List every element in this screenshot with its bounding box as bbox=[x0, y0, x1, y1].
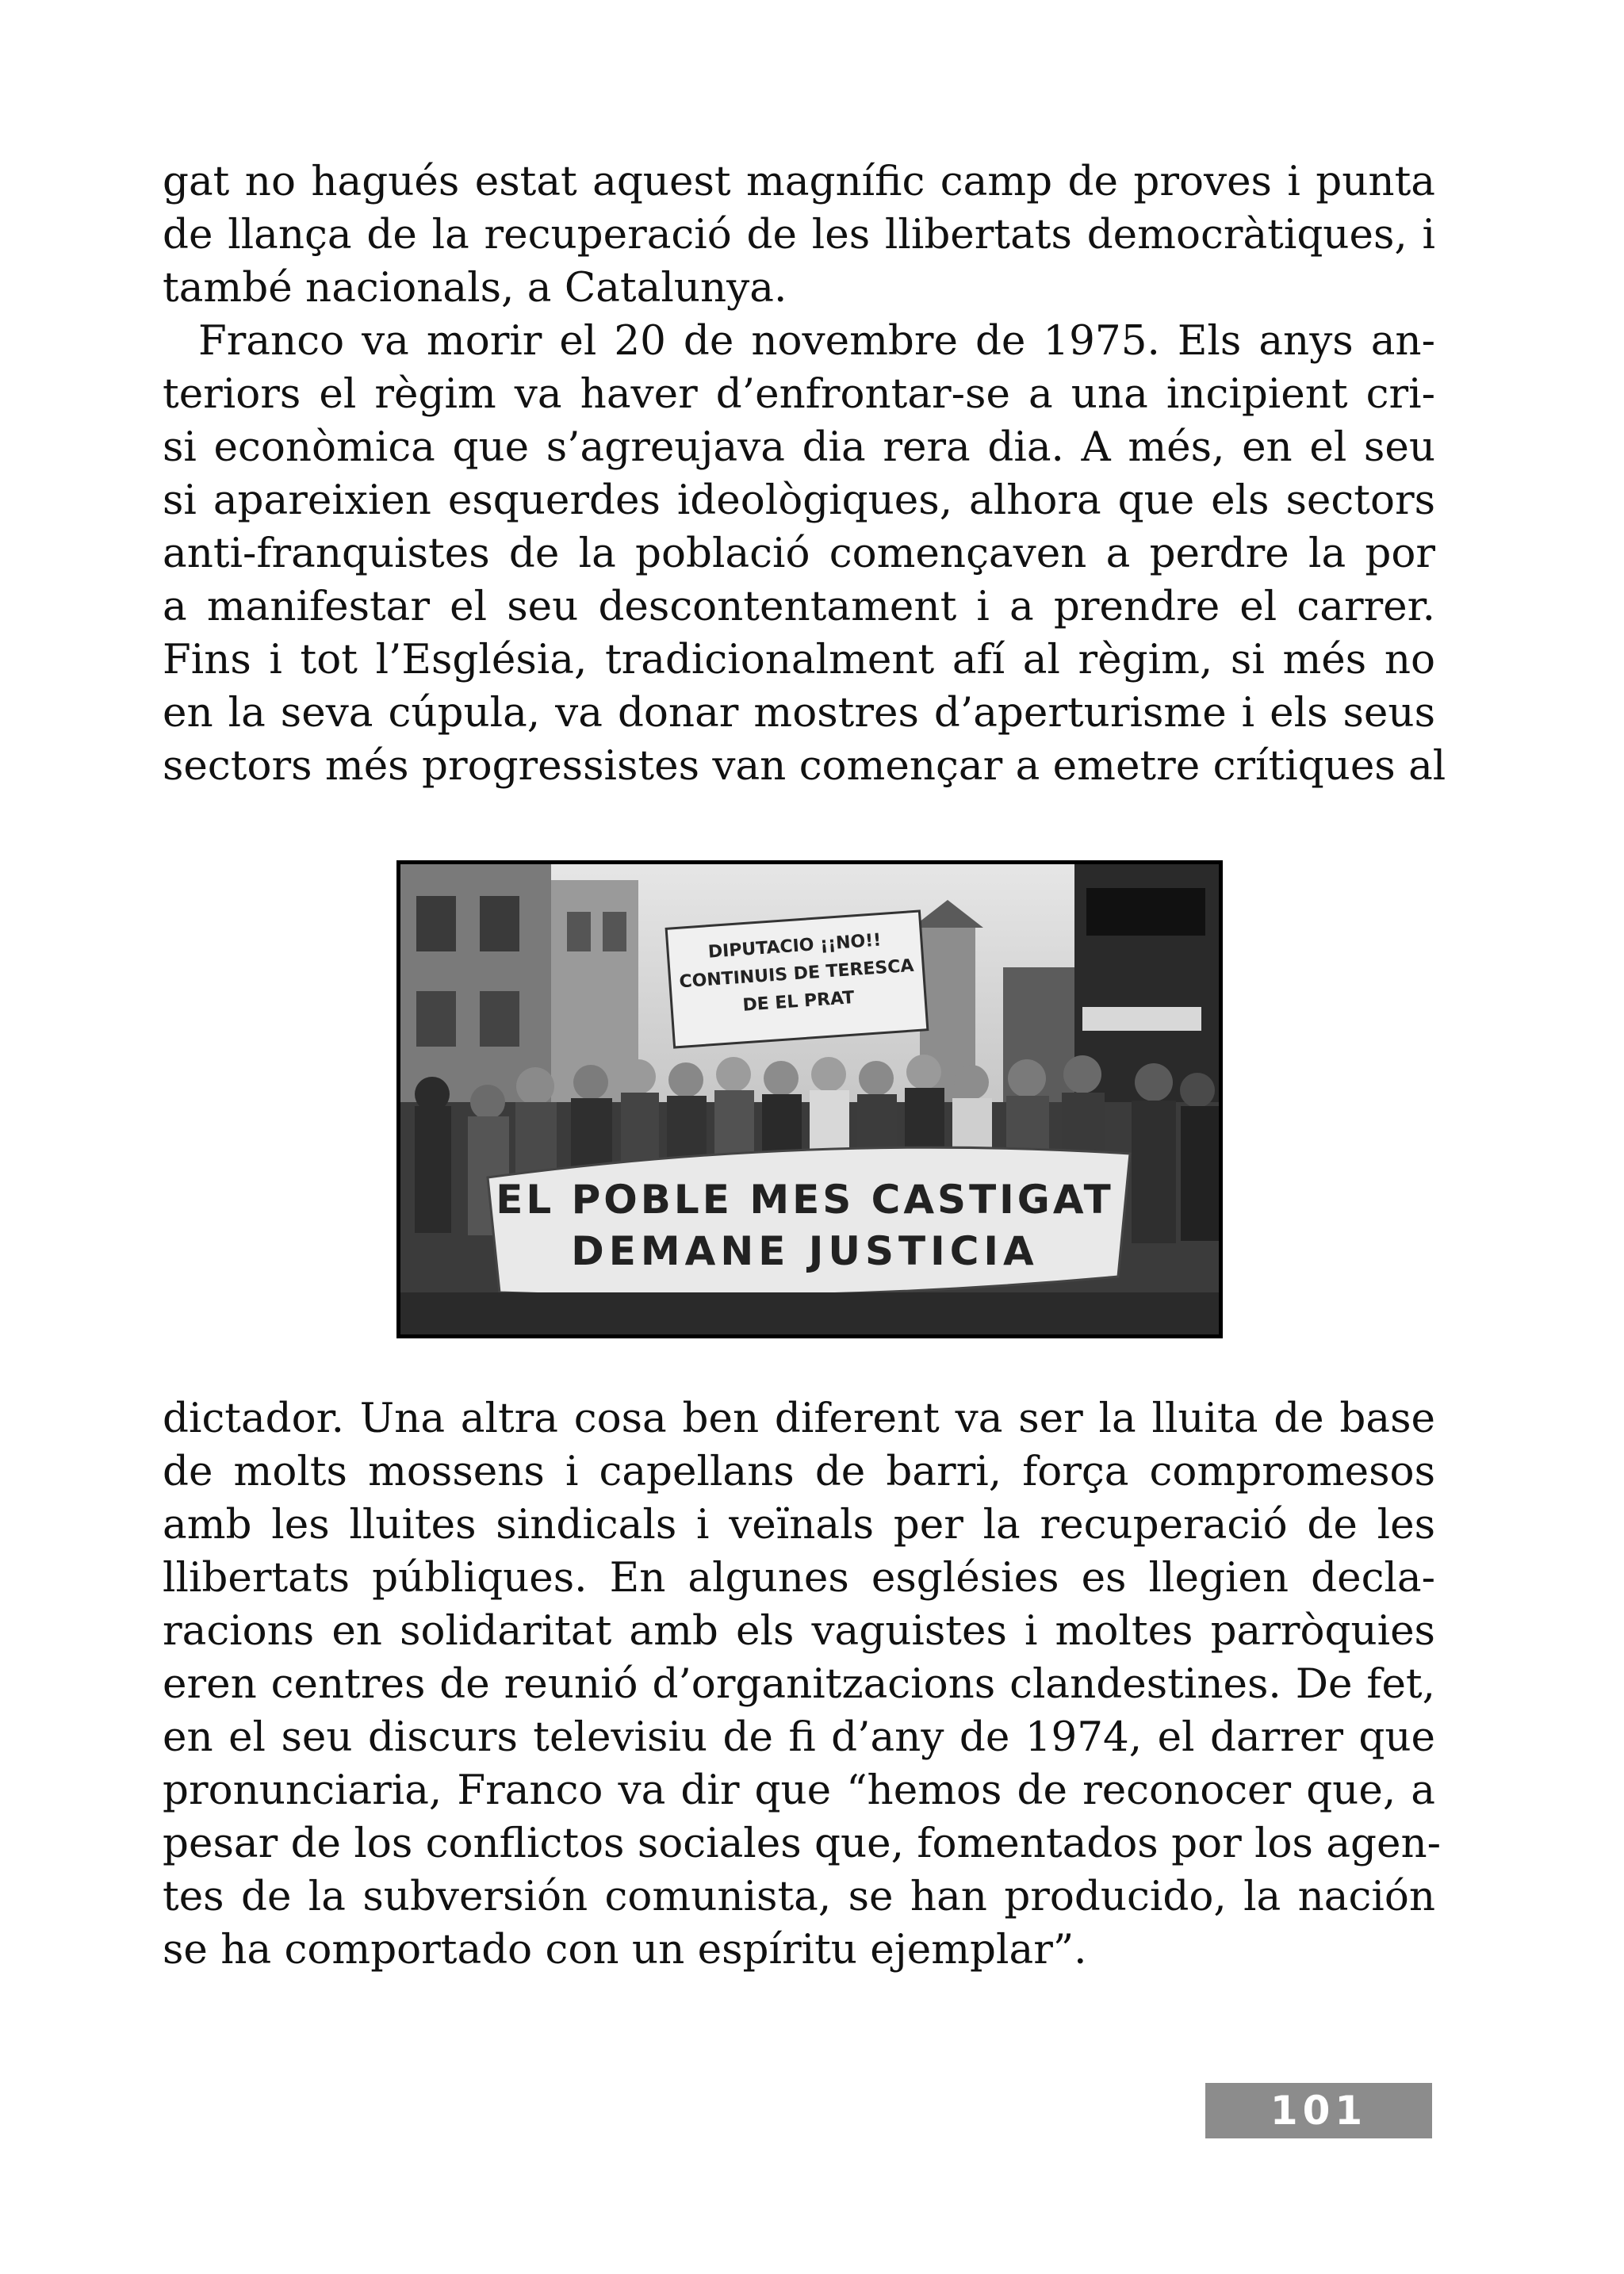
back-banner bbox=[666, 911, 928, 1047]
paragraph-top bbox=[163, 155, 1446, 793]
text-line: pronunciaria, Franco va dir que “hemos de reconocer que, a bbox=[163, 1767, 1435, 1814]
front-banner-line-1: EL POBLE MES CASTIGAT bbox=[496, 1177, 1114, 1223]
front-banner-line-2: DEMANE JUSTICIA bbox=[571, 1228, 1039, 1274]
back-banner-line-1: DIPUTACIO ¡¡NO!! bbox=[707, 930, 883, 963]
text-line: si econòmica que s’agreujava dia rera dia. A més, en el seu bbox=[163, 423, 1435, 471]
paragraph-bottom bbox=[163, 1392, 1442, 1977]
back-banner-line-2: CONTINUIS DE TERESCA bbox=[678, 955, 915, 993]
text-line: teriors el règim va haver d’enfrontar-se a una incipient cri- bbox=[163, 370, 1435, 418]
front-banner bbox=[488, 1147, 1130, 1296]
text-line: amb les lluites sindicals i veïnals per la recuperació de les bbox=[163, 1501, 1435, 1549]
text-line: gat no hagués estat aquest magnífic camp de proves i punta bbox=[163, 158, 1435, 205]
text-line: tes de la subversión comunista, se han producido, la nación bbox=[163, 1873, 1435, 1920]
text-line: de molts mossens i capellans de barri, força compromesos bbox=[163, 1448, 1435, 1495]
text-line: Franco va morir el 20 de novembre de 1975. Els anys an- bbox=[198, 317, 1435, 365]
photo-illustration bbox=[400, 864, 1219, 1334]
demonstration-photo bbox=[396, 860, 1223, 1338]
text-line: se ha comportado con un espíritu ejemplar”. bbox=[163, 1926, 1087, 1973]
text-line: si apareixien esquerdes ideològiques, alhora que els sectors bbox=[163, 477, 1435, 524]
text-line: Fins i tot l’Església, tradicionalment afí al règim, si més no bbox=[163, 636, 1435, 683]
text-line: llibertats públiques. En algunes esglésies es llegien decla- bbox=[163, 1554, 1435, 1602]
text-line: eren centres de reunió d’organitzacions clandestines. De fet, bbox=[163, 1660, 1435, 1708]
text-line: pesar de los conflictos sociales que, fomentados por los agen- bbox=[163, 1820, 1442, 1867]
text-line: a manifestar el seu descontentament i a prendre el carrer. bbox=[163, 583, 1435, 630]
text-line: dictador. Una altra cosa ben diferent va ser la lluita de base bbox=[163, 1395, 1435, 1442]
text-line: racions en solidaritat amb els vaguistes i moltes parròquies bbox=[163, 1607, 1435, 1655]
text-line: anti-franquistes de la població començaven a perdre la por bbox=[163, 530, 1435, 577]
back-banner-line-3: DE EL PRAT bbox=[741, 988, 856, 1016]
text-line: sectors més progressistes van començar a emetre crítiques al bbox=[163, 742, 1446, 790]
text-line: en el seu discurs televisiu de fi d’any de 1974, el darrer que bbox=[163, 1713, 1435, 1761]
page-number: 101 bbox=[1205, 2083, 1432, 2138]
text-line: de llança de la recuperació de les llibertats democràtiques, i bbox=[163, 211, 1435, 258]
text-line: també nacionals, a Catalunya. bbox=[163, 264, 787, 312]
text-line: en la seva cúpula, va donar mostres d’aperturisme i els seus bbox=[163, 689, 1435, 737]
